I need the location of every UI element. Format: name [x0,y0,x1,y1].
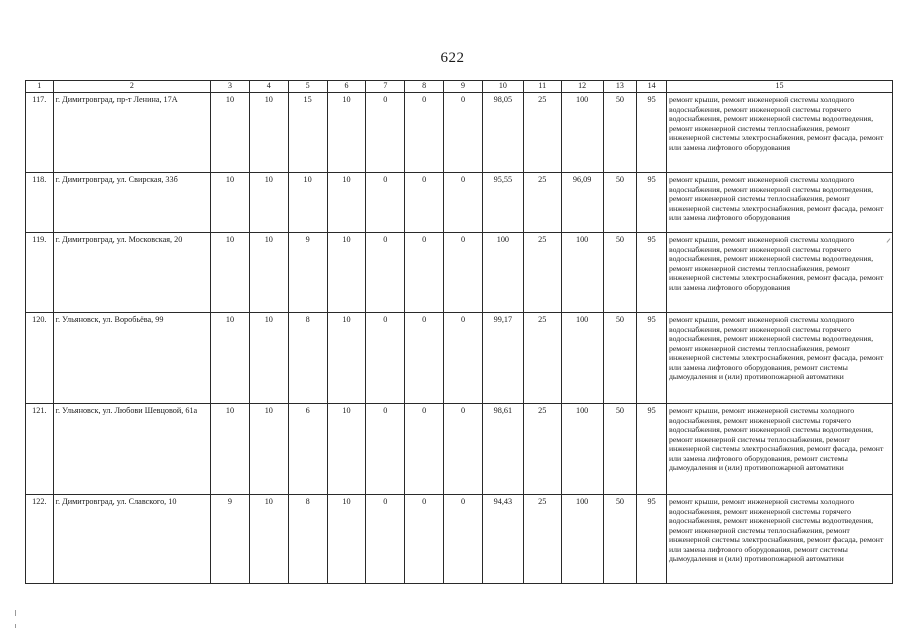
scan-mark [15,624,16,628]
value-cell: 10 [249,233,288,313]
value-cell: 15 [288,93,327,173]
column-header: 8 [405,81,444,93]
table-row [26,93,893,173]
value-cell: 0 [405,495,444,584]
value-cell: 94,43 [482,495,523,584]
row-number: 122. [26,495,54,584]
value-cell: 100 [482,233,523,313]
value-cell: 50 [603,404,637,495]
value-cell: 50 [603,173,637,233]
column-header: 11 [523,81,561,93]
value-cell: 100 [561,93,603,173]
table-row [26,404,893,495]
value-cell: 10 [327,173,366,233]
value-cell: 10 [327,233,366,313]
value-cell: 10 [327,404,366,495]
value-cell: 0 [444,404,483,495]
value-cell: 0 [444,495,483,584]
value-cell: 100 [561,495,603,584]
address-cell: г. Димитровград, ул. Московская, 20 [53,233,210,313]
column-header: 7 [366,81,405,93]
value-cell: 10 [249,93,288,173]
column-header: 6 [327,81,366,93]
value-cell: 10 [211,93,250,173]
row-number: 117. [26,93,54,173]
value-cell: 10 [211,173,250,233]
value-cell: 96,09 [561,173,603,233]
value-cell: 100 [561,313,603,404]
table-row [26,173,893,233]
row-number: 120. [26,313,54,404]
value-cell: 8 [288,313,327,404]
value-cell: 95 [637,93,667,173]
column-header: 2 [53,81,210,93]
value-cell: 25 [523,173,561,233]
value-cell: 98,61 [482,404,523,495]
value-cell: 0 [366,173,405,233]
value-cell: 0 [366,313,405,404]
value-cell: 50 [603,313,637,404]
value-cell: 0 [366,495,405,584]
value-cell: 6 [288,404,327,495]
value-cell: 25 [523,404,561,495]
value-cell: 10 [327,495,366,584]
value-cell: 0 [366,93,405,173]
value-cell: 25 [523,93,561,173]
value-cell: 95 [637,313,667,404]
value-cell: 95 [637,233,667,313]
value-cell: 25 [523,233,561,313]
registry-table [25,80,893,584]
column-header: 13 [603,81,637,93]
value-cell: 0 [405,173,444,233]
value-cell: 10 [327,313,366,404]
value-cell: 100 [561,404,603,495]
value-cell: 10 [211,313,250,404]
value-cell: 9 [288,233,327,313]
value-cell: 50 [603,93,637,173]
column-header: 14 [637,81,667,93]
column-header: 3 [211,81,250,93]
value-cell: 98,05 [482,93,523,173]
address-cell: г. Димитровград, пр-т Ленина, 17А [53,93,210,173]
row-number: 121. [26,404,54,495]
value-cell: 10 [249,495,288,584]
value-cell: 0 [405,233,444,313]
column-header: 12 [561,81,603,93]
table-row [26,233,893,313]
value-cell: 0 [366,233,405,313]
value-cell: 0 [444,173,483,233]
value-cell: 8 [288,495,327,584]
value-cell: 95 [637,173,667,233]
scan-mark [15,610,16,616]
column-header: 1 [26,81,54,93]
column-header: 15 [666,81,892,93]
value-cell: 0 [405,313,444,404]
row-number: 118. [26,173,54,233]
works-cell: ремонт крыши, ремонт инженерной системы холодного водоснабжения, ремонт инженерной системы водоотведения, ремонт инженерной системы теплоснабжения, ремонт инженерной системы электроснабжения, ремонт фасада, ремонт или замена лифтового оборудования [666,173,892,233]
value-cell: 0 [366,404,405,495]
value-cell: 0 [405,93,444,173]
value-cell: 0 [444,233,483,313]
works-cell: ремонт крыши, ремонт инженерной системы холодного водоснабжения, ремонт инженерной системы горячего водоснабжения, ремонт инженерной системы водоотведения, ремонт инженерной системы теплоснабжения, ремонт инженерной системы электроснабжения, ремонт фасада, ремонт или замена лифтового оборудования [666,93,892,173]
column-header: 10 [482,81,523,93]
address-cell: г. Димитровград, ул. Славского, 10 [53,495,210,584]
value-cell: 0 [444,93,483,173]
value-cell: 95 [637,495,667,584]
value-cell: 50 [603,233,637,313]
value-cell: 0 [444,313,483,404]
table-row [26,495,893,584]
value-cell: 10 [249,173,288,233]
value-cell: 10 [211,404,250,495]
value-cell: 50 [603,495,637,584]
column-header: 5 [288,81,327,93]
value-cell: 95 [637,404,667,495]
address-cell: г. Ульяновск, ул. Любови Шевцовой, 61а [53,404,210,495]
address-cell: г. Ульяновск, ул. Воробьёва, 99 [53,313,210,404]
works-cell: ремонт крыши, ремонт инженерной системы холодного водоснабжения, ремонт инженерной системы горячего водоснабжения, ремонт инженерной системы водоотведения, ремонт инженерной системы теплоснабжения, ремонт инженерной системы электроснабжения, ремонт фасада, ремонт или замена лифтового оборудования, ремонт системы дымоудаления и (или) противопожарной автоматики [666,313,892,404]
address-cell: г. Димитровград, ул. Свирская, 33б [53,173,210,233]
value-cell: 10 [211,233,250,313]
value-cell: 10 [288,173,327,233]
column-header: 4 [249,81,288,93]
page-number: 622 [440,50,465,66]
value-cell: 9 [211,495,250,584]
value-cell: 99,17 [482,313,523,404]
table-row [26,313,893,404]
works-cell: ремонт крыши, ремонт инженерной системы холодного водоснабжения, ремонт инженерной системы горячего водоснабжения, ремонт инженерной системы водоотведения, ремонт инженерной системы теплоснабжения, ремонт инженерной системы электроснабжения, ремонт фасада, ремонт или замена лифтового оборудования, ремонт системы дымоудаления и (или) противопожарной автоматики [666,404,892,495]
works-cell: ремонт крыши, ремонт инженерной системы холодного водоснабжения, ремонт инженерной системы горячего водоснабжения, ремонт инженерной системы водоотведения, ремонт инженерной системы теплоснабжения, ремонт инженерной системы электроснабжения, ремонт фасада, ремонт или замена лифтового оборудования, ремонт системы дымоудаления и (или) противопожарной автоматики [666,495,892,584]
value-cell: 95,55 [482,173,523,233]
value-cell: 100 [561,233,603,313]
row-number: 119. [26,233,54,313]
value-cell: 10 [249,313,288,404]
value-cell: 25 [523,313,561,404]
column-header: 9 [444,81,483,93]
value-cell: 0 [405,404,444,495]
value-cell: 10 [249,404,288,495]
header-row [26,81,893,93]
value-cell: 25 [523,495,561,584]
works-cell: ремонт крыши, ремонт инженерной системы холодного водоснабжения, ремонт инженерной системы горячего водоснабжения, ремонт инженерной системы водоотведения, ремонт инженерной системы теплоснабжения, ремонт инженерной системы электроснабжения, ремонт фасада, ремонт или замена лифтового оборудования [666,233,892,313]
value-cell: 10 [327,93,366,173]
